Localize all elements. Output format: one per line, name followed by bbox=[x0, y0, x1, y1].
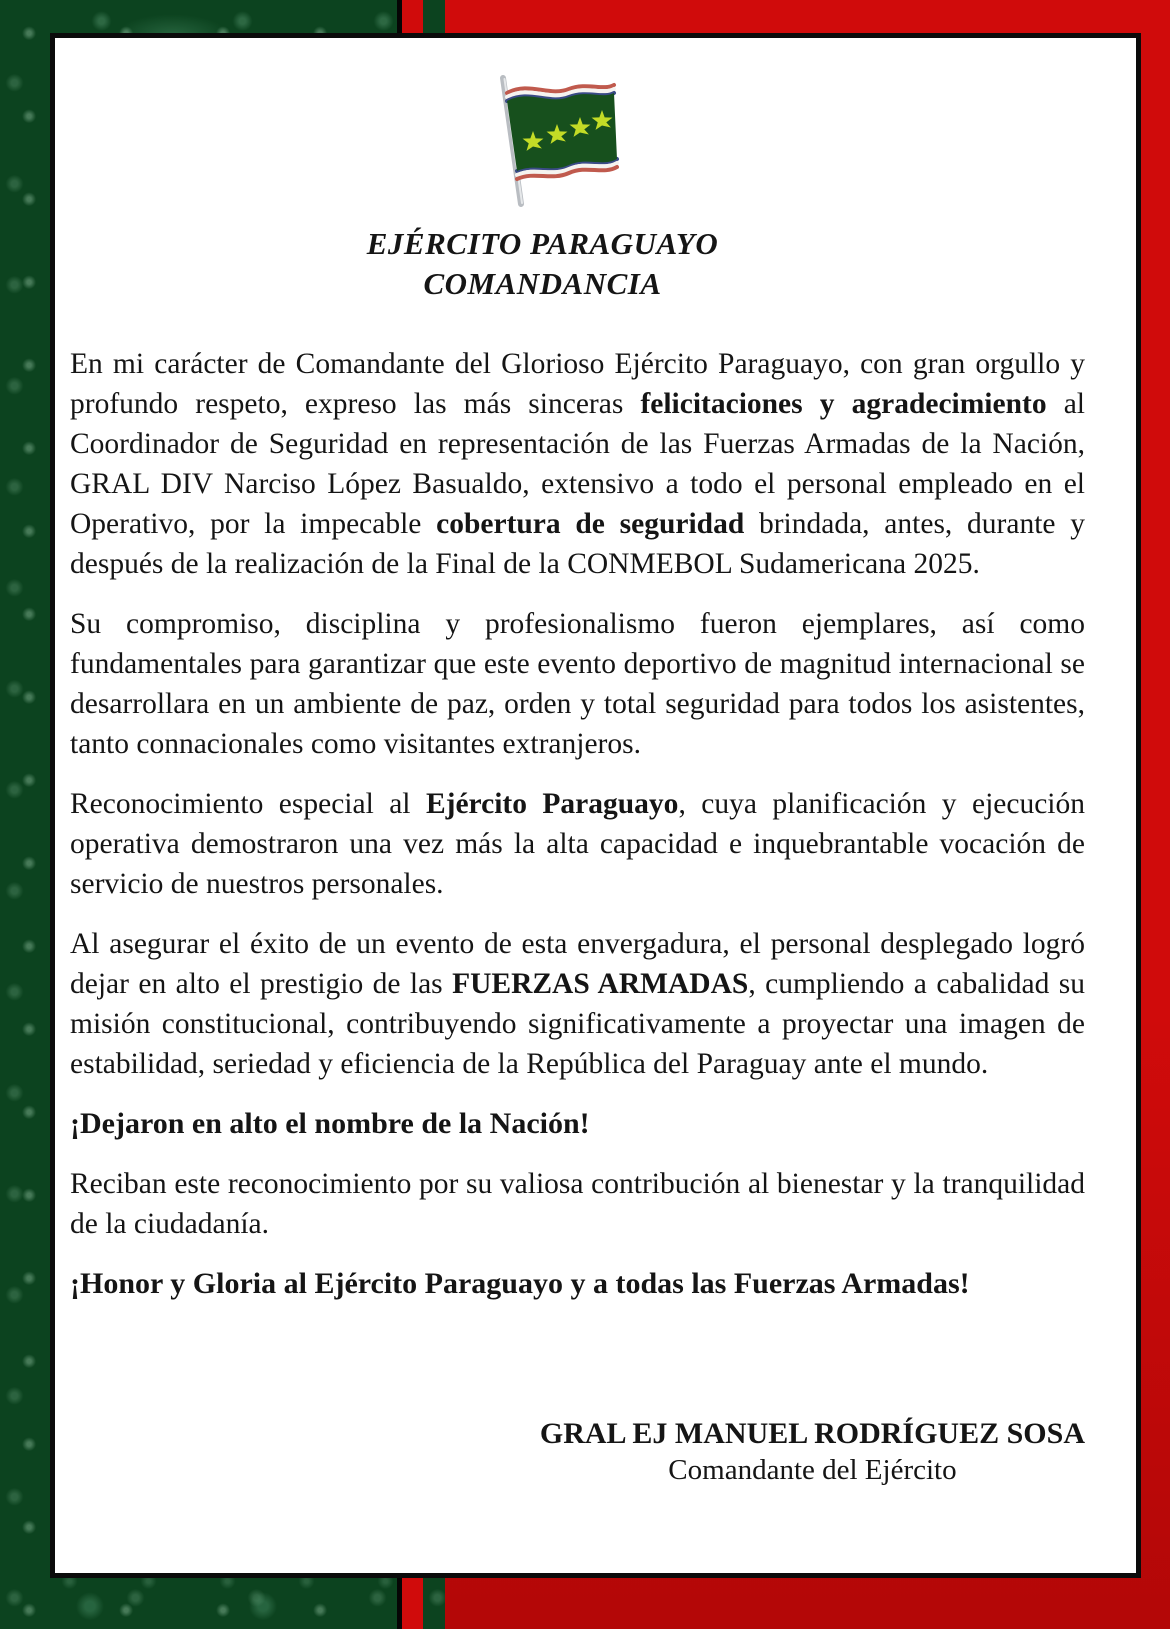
letter-exclamation-nation bbox=[70, 1104, 1085, 1144]
letter-paragraph-1 bbox=[70, 344, 1085, 584]
bold-text-segment: cobertura de seguridad bbox=[436, 508, 745, 540]
letter-paragraph-3 bbox=[70, 784, 1085, 904]
text-segment: Al asegurar el éxito de un evento de esta envergadura, el personal desplegado logró dejar en alto el prestigio de las bbox=[70, 928, 1085, 1000]
text-segment: al Coordinador de Seguridad en representación de las Fuerzas Armadas de la Nación, GRAL DIV Narciso López Basualdo, extensivo a todo el personal empleado en el Operativo, por la impecable bbox=[70, 388, 1085, 540]
text-segment: Su compromiso, disciplina y profesionalismo fueron ejemplares, así como fundamentales para garantizar que este evento deportivo de magnitud internacional se desarrollara en un ambiente de paz, orden y total seguridad para todos los asistentes, tanto connacionales como visitantes extranjeros. bbox=[70, 608, 1085, 760]
bold-text-segment: ¡Honor y Gloria al Ejército Paraguayo y a todas las Fuerzas Armadas! bbox=[70, 1267, 970, 1300]
four-star-army-flag-icon bbox=[457, 72, 627, 212]
letter-title bbox=[35, 224, 1050, 304]
letter-exclamation-honor bbox=[70, 1264, 1085, 1304]
letter-paragraph-2 bbox=[70, 604, 1085, 764]
letter-paragraph-4 bbox=[70, 924, 1085, 1084]
bold-text-segment: ¡Dejaron en alto el nombre de la Nación! bbox=[70, 1107, 590, 1140]
signature-block bbox=[540, 1416, 1085, 1488]
text-segment: brindada, antes, durante y después de la realización de la Final de la CONMEBOL Sudamericana 2025. bbox=[70, 508, 1085, 580]
letter-document bbox=[50, 33, 1141, 1578]
bold-text-segment: felicitaciones y agradecimiento bbox=[640, 388, 1047, 420]
letter-title-line2: COMANDANCIA bbox=[423, 266, 662, 301]
text-segment: Reciban este reconocimiento por su valiosa contribución al bienestar y la tranquilidad de la ciudadanía. bbox=[70, 1168, 1085, 1240]
letter-body bbox=[70, 344, 1085, 1304]
letter-paragraph-6 bbox=[70, 1164, 1085, 1244]
text-segment: , cumpliendo a cabalidad su misión constitucional, contribuyendo significativamente a proyectar una imagen de estabilidad, seriedad y eficiencia de la República del Paraguay ante el mundo. bbox=[70, 968, 1085, 1080]
letter-title-line1: EJÉRCITO PARAGUAYO bbox=[366, 226, 719, 261]
text-segment: , cuya planificación y ejecución operativa demostraron una vez más la alta capacidad e inquebrantable vocación de servicio de nuestros personales. bbox=[70, 788, 1086, 900]
bold-text-segment: Ejército Paraguayo bbox=[425, 788, 679, 820]
signature-role: Comandante del Ejército bbox=[668, 1454, 957, 1486]
bold-text-segment: FUERZAS ARMADAS bbox=[452, 968, 749, 1000]
text-segment: En mi carácter de Comandante del Glorioso Ejército Paraguayo, con gran orgullo y profundo respeto, expreso las más sinceras bbox=[70, 348, 1085, 420]
text-segment: Reconocimiento especial al bbox=[70, 788, 426, 820]
signature-name: GRAL EJ MANUEL RODRÍGUEZ SOSA bbox=[539, 1417, 1085, 1450]
